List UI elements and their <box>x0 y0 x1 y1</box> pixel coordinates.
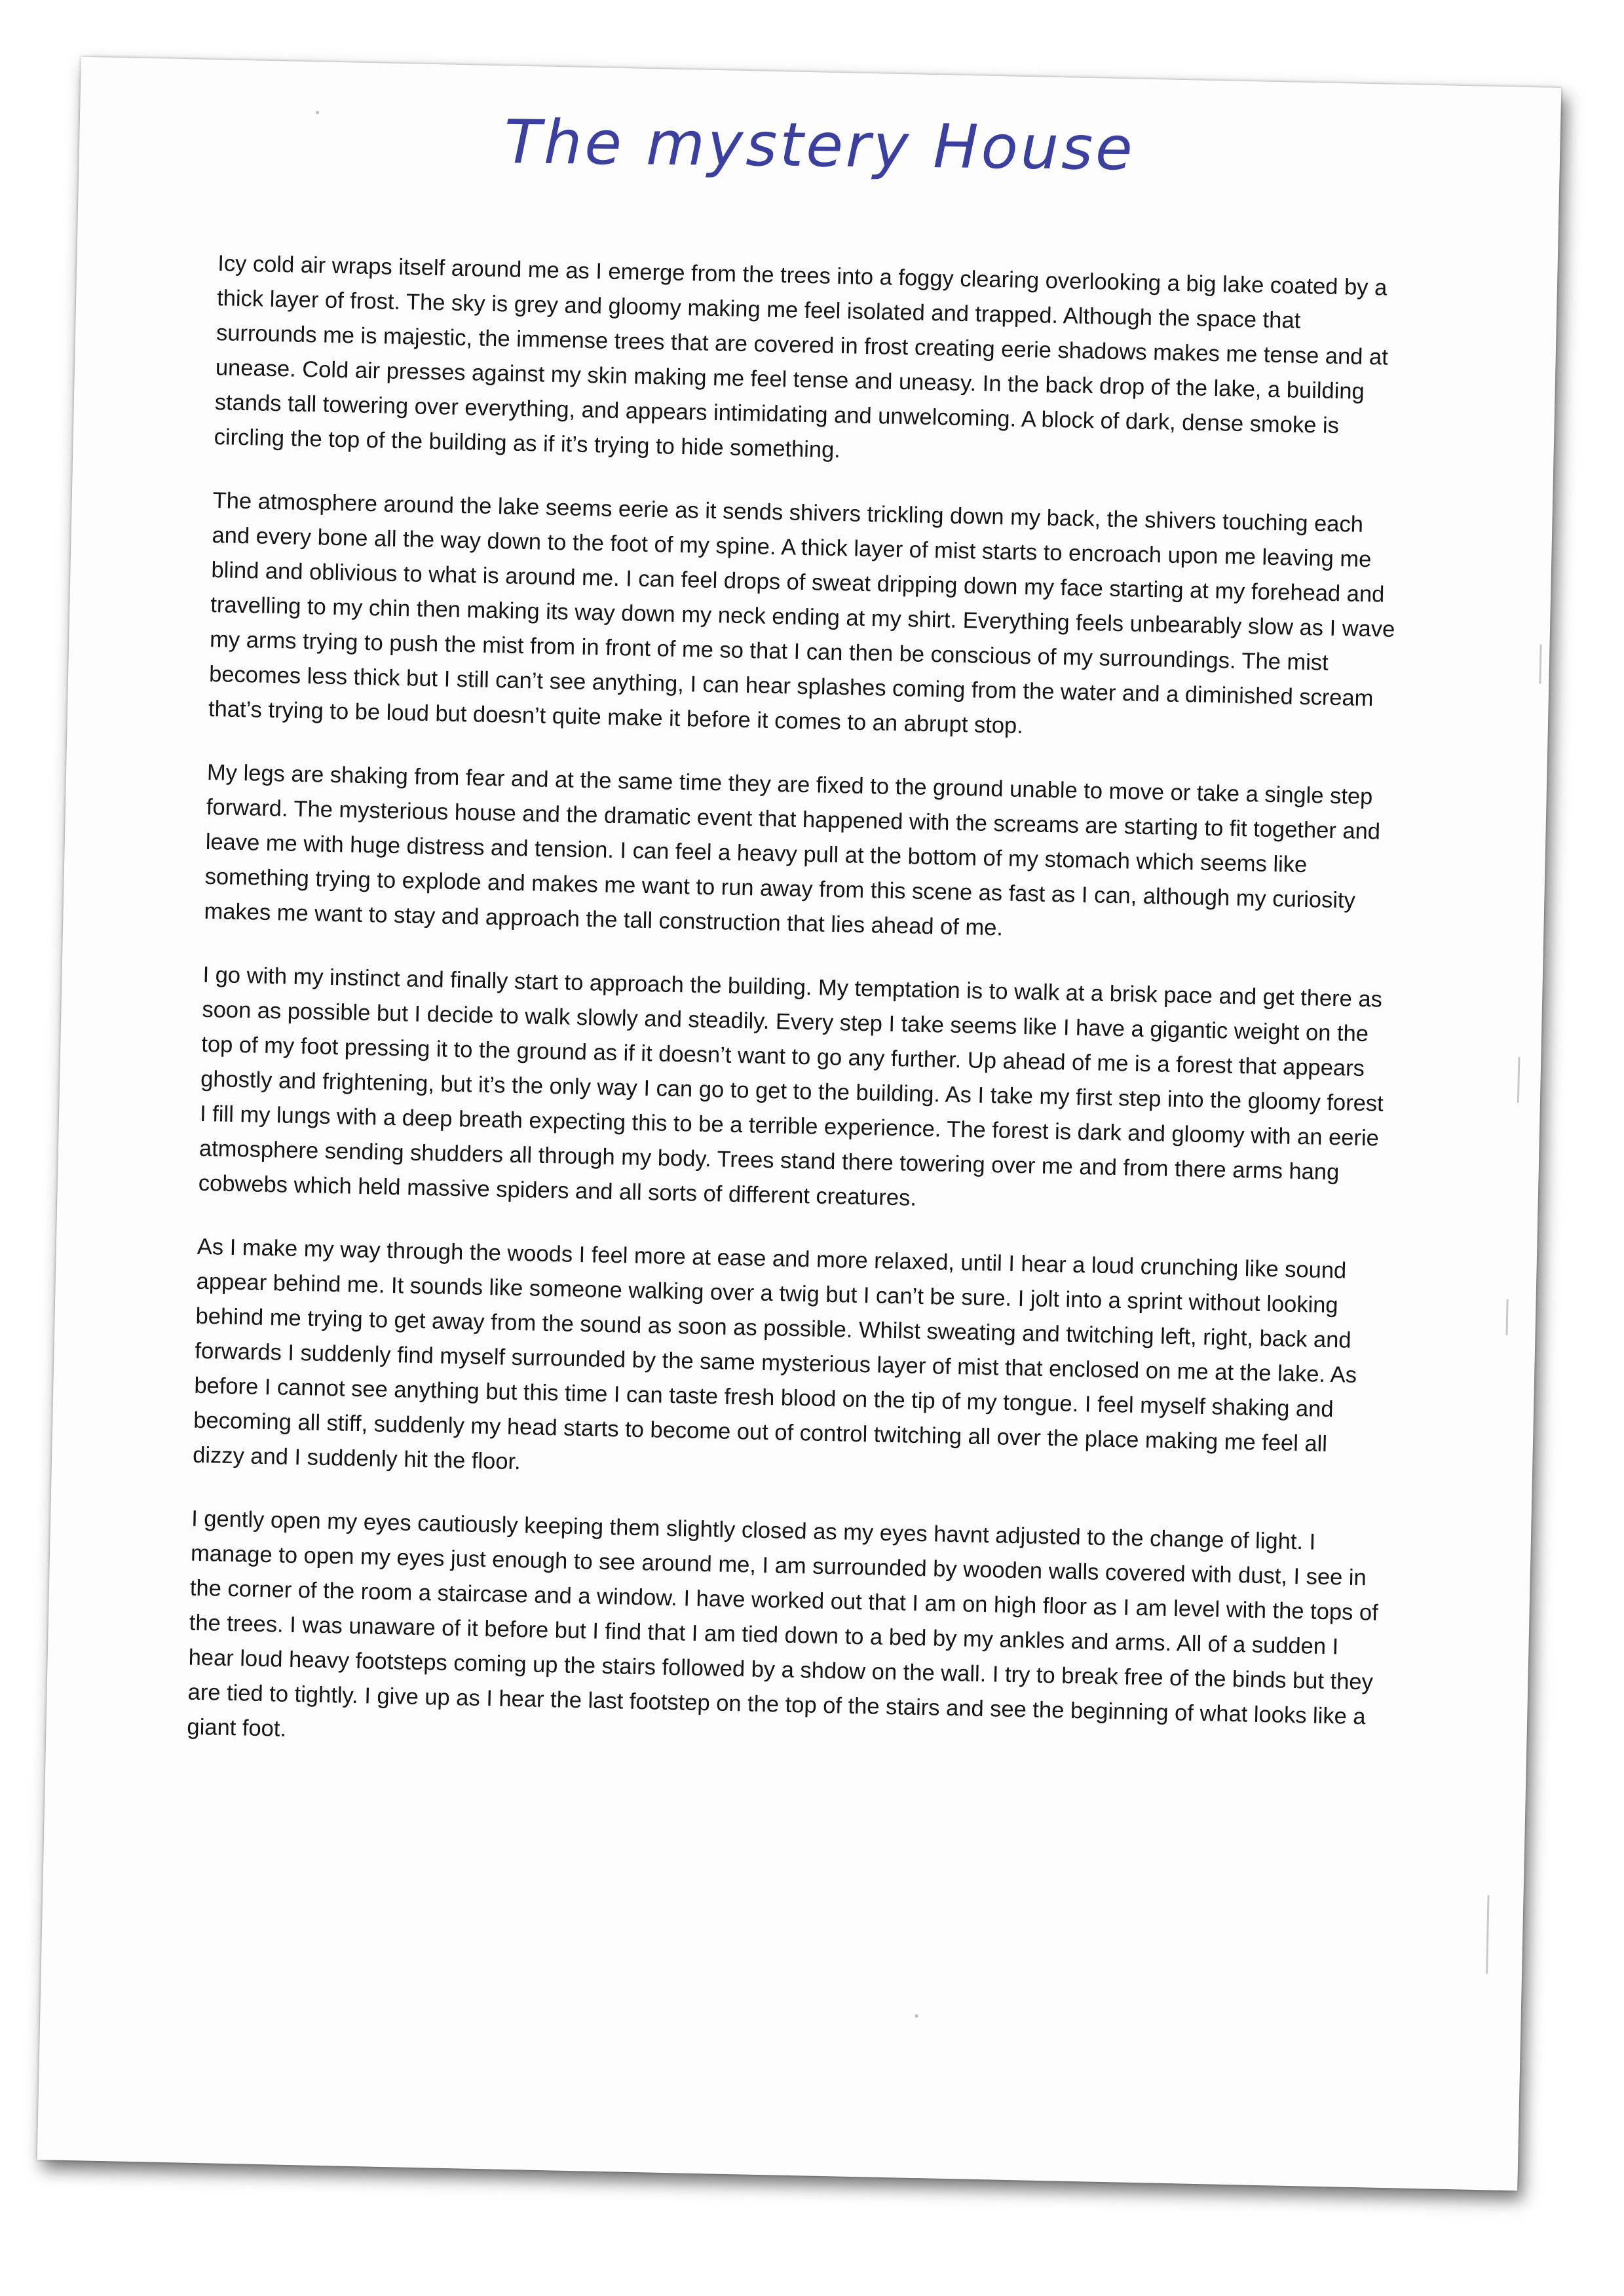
paragraph-4: I go with my instinct and finally start to approach the building. My temptation is to walk at a brisk pace and get there as soon as possible but I decide to walk slowly and steadily. Every step I take seems like I have a gigantic weight on the top of my foot pressing it to the ground as if it doesn’t want to go any further. Up ahead of me is a forest that appears ghostly and frightening, but it’s the only way I can go to get to the building. As I take my first step into the gloomy forest I fill my lungs with a deep breath expecting this to be a terrible experience. The forest is dark and gloomy with an eerie atmosphere sending shudders all through my body. Trees stand there towering over me and from there arms hang cobwebs which held massive spiders and all sorts of different creatures. <box>198 962 1384 1211</box>
essay-body <box>186 246 1407 1798</box>
paragraph-3: My legs are shaking from fear and at the same time they are fixed to the ground unable to move or take a single step forward. The mysterious house and the dramatic event that happened with the screams are starting to fit together and leave me with huge distress and tension. I can feel a heavy pull at the bottom of my stomach which seems like something trying to explode and makes me want to run away from this scene as fast as I can, although my curiosity makes me want to stay and approach the tall construction that lies ahead of me. <box>204 759 1381 941</box>
scan-speck <box>915 2014 918 2018</box>
scan-speck <box>316 111 319 114</box>
scan-mark <box>1505 1299 1508 1335</box>
scan-mark <box>1517 1057 1520 1103</box>
scanned-page <box>37 57 1562 2191</box>
handwritten-title: The mystery House <box>504 107 1136 184</box>
scan-mark <box>1539 645 1541 684</box>
scan-mark <box>1486 1895 1490 1974</box>
paragraph-6: I gently open my eyes cautiously keeping them slightly closed as my eyes havnt adjusted to the change of light. I manage to open my eyes just enough to see around me, I am surrounded by wooden walls covered with dust, I see in the corner of the room a staircase and a window. I have worked out that I am on high floor as I am level with the tops of the trees. I was unaware of it before but I find that I am tied down to a bed by my ankles and arms. All of a sudden I hear loud heavy footsteps coming up the stairs followed by a shdow on the wall. I try to break free of the binds but they are tied to tightly. I give up as I hear the last footstep on the top of the stairs and see the beginning of what looks like a giant foot. <box>187 1506 1379 1742</box>
paragraph-2: The atmosphere around the lake seems eerie as it sends shivers trickling down my back, the shivers touching each and every bone all the way down to the foot of my spine. A thick layer of mist starts to encroach upon me leaving me blind and oblivious to what is around me. I can feel drops of sweat dripping down my face starting at my forehead and travelling to my chin then making its way down my neck ending at my shirt. Everything feels unbearably slow as I wave my arms trying to push the mist from in front of me so that I can then be conscious of my surroundings. The mist becomes less thick but I still can’t see anything, I can hear splashes coming from the water and a diminished scream that’s trying to be loud but doesn’t quite make it before it comes to an abrupt stop. <box>208 488 1395 739</box>
paragraph-1: Icy cold air wraps itself around me as I emerge from the trees into a foggy clearing overlooking a big lake coated by a thick layer of frost. The sky is grey and gloomy making me feel isolated and trapped. Although the space that surrounds me is majestic, the immense trees that are covered in frost creating eerie shadows makes me tense and at unease. Cold air presses against my skin making me feel tense and uneasy. In the back drop of the lake, a building stands tall towering over everything, and appears intimidating and unwelcoming. A block of dark, dense smoke is circling the top of the building as if it’s trying to hide something. <box>214 251 1389 463</box>
paragraph-5: As I make my way through the woods I feel more at ease and more relaxed, until I hear a loud crunching like sound appear behind me. It sounds like someone walking over a twig but I can’t be sure. I jolt into a sprint without looking behind me trying to get away from the sound as soon as possible. Whilst sweating and twitching left, right, back and forwards I suddenly find myself surrounded by the same mysterious layer of mist that enclosed on me at the lake. As before I cannot see anything but this time I can taste fresh blood on the tip of my tongue. I feel myself shaking and becoming all stiff, suddenly my head starts to become out of control twitching all over the place making me feel all dizzy and I suddenly hit the floor. <box>192 1234 1357 1475</box>
